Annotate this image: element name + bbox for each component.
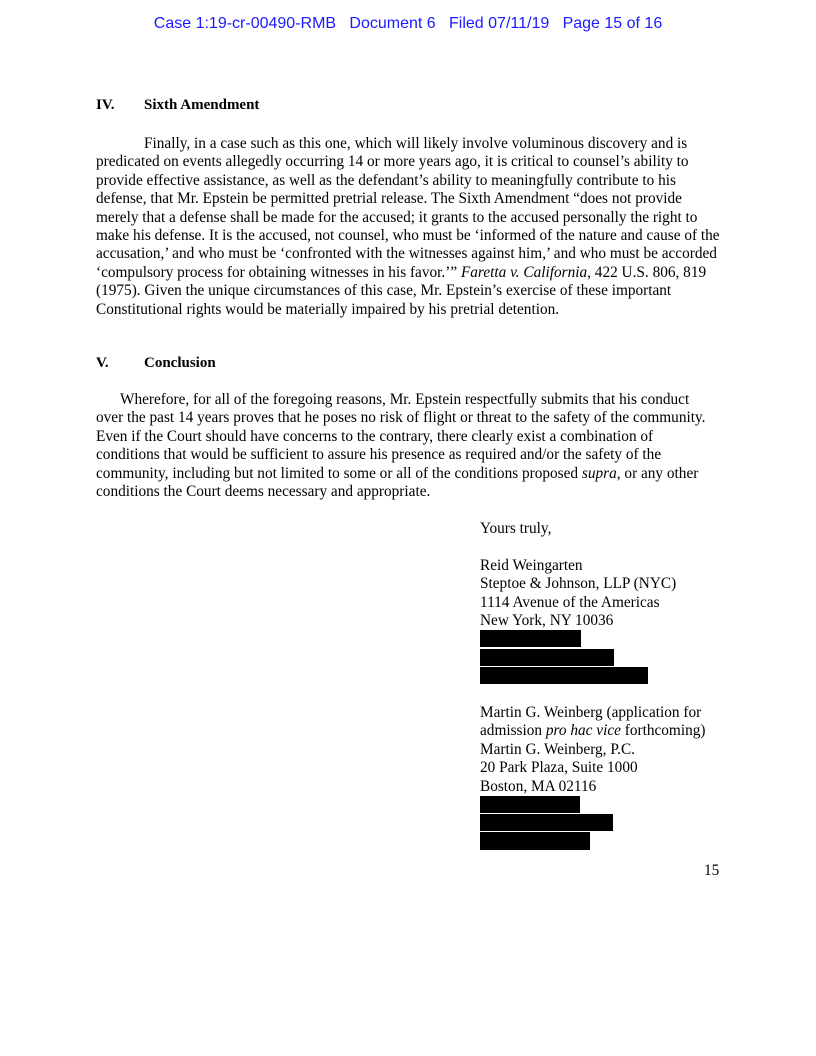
admission-text-end: forthcoming)	[620, 722, 706, 740]
conclusion-paragraph	[96, 391, 720, 501]
closing-text: Yours truly,	[480, 520, 552, 537]
case-citation: Faretta v. California	[460, 263, 588, 281]
signature-closing	[480, 520, 730, 538]
admission-text: admission	[480, 722, 546, 740]
section-heading-sixth-amendment	[96, 97, 259, 114]
paragraph-text: Finally, in a case such as this one, which will likely involve voluminous discovery and is predicated on events allegedly occurring 14 or more years ago, it is critical to counsel’s ability to provide effective assistance, as well as the defendant’s ability to meaningfully contribute to his defense, that Mr. Epstein be permitted pretrial release. The Sixth Amendment “does not provide merely that a defense shall be made for the accused; it grants to the accused personally the right to make his defense. It is the accused, not counsel, who must be ‘informed of the nature and cause of the accusation,’ and who must be ‘confronted with the witnesses against him,’ and who must be accorded ‘compulsory process for obtaining witnesses in his favor.’”	[96, 135, 720, 281]
case-header: Case 1:19-cr-00490-RMB Document 6 Filed 07/11/19 Page 15 of 16	[153, 15, 663, 32]
paragraph-text-end: , 422 U.S. 806, 819 (1975). Given the unique circumstances of this case, Mr. Epstein’s exercise of these important Constitutional rights would be materially impaired by his pretrial detention.	[96, 263, 707, 318]
redaction-bar	[480, 649, 614, 666]
section-title: Conclusion	[144, 355, 216, 371]
pro-hac-vice-term: pro hac vice	[545, 722, 621, 740]
section-number: V.	[96, 355, 109, 371]
counsel-block-weingarten	[480, 557, 730, 631]
counsel-firm: Martin G. Weinberg, P.C.	[480, 740, 635, 758]
supra-term: supra	[581, 464, 617, 482]
paragraph-text: Wherefore, for all of the foregoing reasons, Mr. Epstein respectfully submits that his conduct over the past 14 years proves that he poses no risk of flight or threat to the safety of the community. Even if the Court should have concerns to the contrary, there clearly exist a combination of conditions that would be sufficient to assure his presence as required and/or the safety of the community, including but not limited to some or all of the conditions proposed	[96, 391, 706, 482]
counsel-name-line: Martin G. Weinberg (application for	[480, 704, 702, 721]
redaction-bar	[480, 832, 590, 850]
paragraph-text-end: , or any other conditions the Court deems necessary and appropriate.	[96, 464, 699, 501]
counsel-name: Reid Weingarten	[480, 557, 583, 574]
counsel-address-line1: 20 Park Plaza, Suite 1000	[480, 759, 638, 777]
counsel-address-line2: New York, NY 10036	[480, 612, 614, 630]
redaction-bar	[480, 667, 648, 684]
counsel-firm: Steptoe & Johnson, LLP (NYC)	[480, 575, 677, 593]
counsel-address-line1: 1114 Avenue of the Americas	[480, 593, 660, 611]
redaction-bar	[480, 814, 613, 831]
counsel-address-line2: Boston, MA 02116	[480, 777, 597, 795]
redaction-bar	[480, 630, 581, 647]
section-heading-conclusion	[96, 355, 216, 372]
section-title: Sixth Amendment	[144, 97, 260, 113]
redaction-bar	[480, 796, 580, 813]
sixth-amendment-paragraph	[96, 135, 720, 319]
counsel-block-weinberg	[480, 704, 730, 796]
counsel-admission-line	[480, 722, 730, 740]
page-number: 15	[704, 862, 720, 879]
section-number: IV.	[96, 97, 115, 113]
